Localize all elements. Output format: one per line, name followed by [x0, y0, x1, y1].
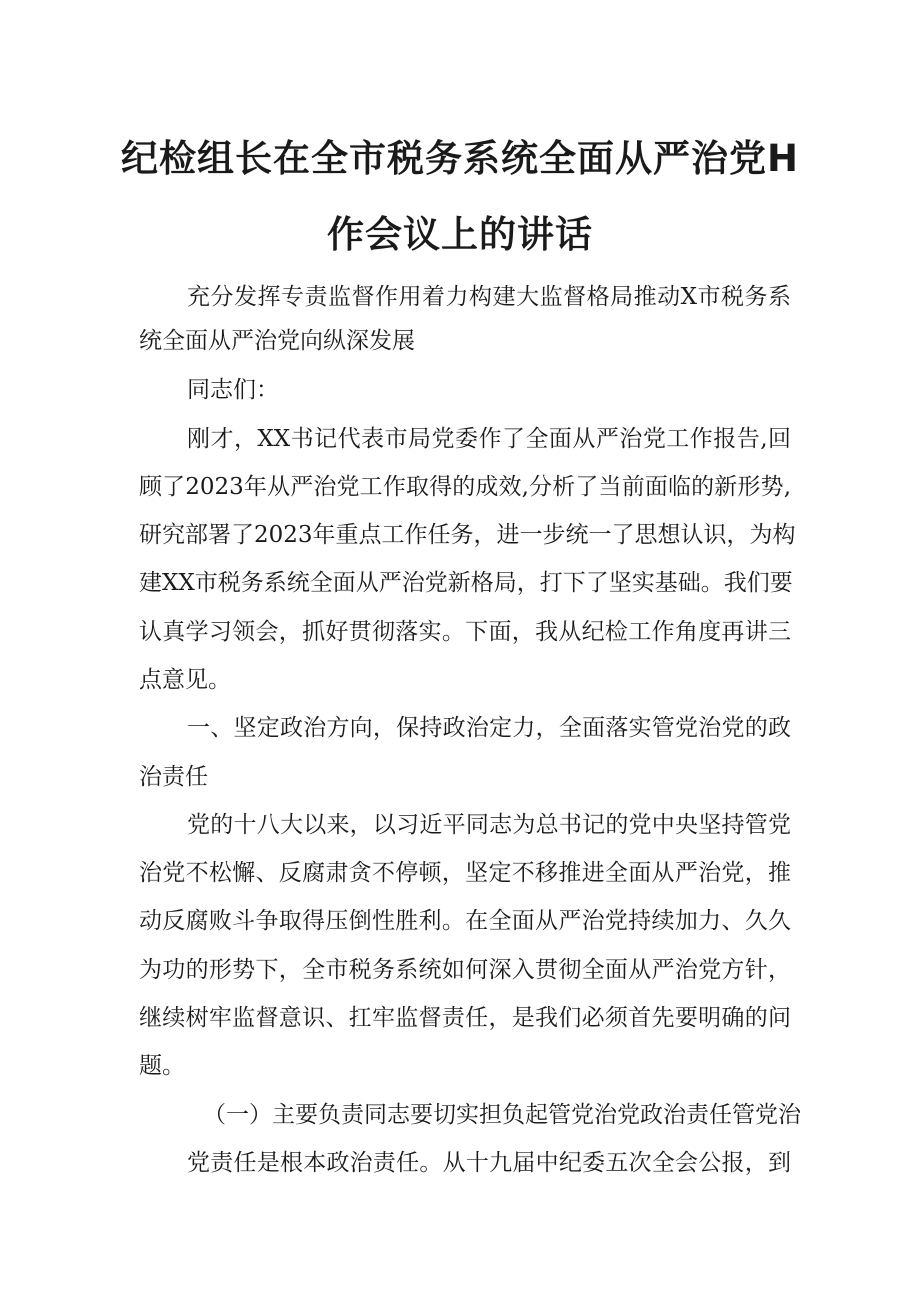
section-heading-1-line-1: 一、坚定政治方向，保持政治定力，全面落实管党治党的政	[187, 715, 791, 741]
paragraph-1-line-5: 认真学习领会，抓好贯彻落实。下面，我从纪检工作角度再讲三	[139, 619, 791, 645]
salutation: 同志们：	[187, 377, 279, 403]
paragraph-1-line-2: 顾了2023年从严治党工作取得的成效,分析了当前面临的新形势,	[139, 474, 791, 500]
section-heading-1-line-2: 治责任	[139, 764, 208, 790]
paragraph-1-line-6: 点意见。	[139, 667, 231, 693]
paragraph-2-line-2: 治党不松懈、反腐肃贪不停顿，坚定不移推进全面从严治党，推	[139, 860, 791, 886]
paragraph-2-line-1: 党的十八大以来，以习近平同志为总书记的党中央坚持管党	[187, 812, 791, 838]
subtitle-line-1: 充分发挥专责监督作用着力构建大监督格局推动X市税务系	[187, 284, 791, 310]
document-title-line-1: 纪检组长在全市税务系统全面从严治党H	[121, 137, 799, 180]
paragraph-2-line-4: 为功的形势下，全市税务系统如何深入贯彻全面从严治党方针，	[139, 957, 791, 983]
paragraph-1-line-3: 研究部署了2023年重点工作任务，进一步统一了思想认识，为构	[139, 522, 796, 548]
paragraph-1-line-4: 建XX市税务系统全面从严治党新格局，打下了坚实基础。我们要	[139, 570, 793, 596]
paragraph-2-line-5: 继续树牢监督意识、扛牢监督责任，是我们必须首先要明确的问	[139, 1005, 791, 1031]
paragraph-2-line-6: 题。	[139, 1053, 185, 1079]
sub-heading-1: （一）主要负责同志要切实担负起管党治党政治责任管党治	[203, 1102, 801, 1128]
paragraph-1-line-1: 刚才，XX书记代表市局党委作了全面从严治党工作报告,回	[187, 426, 791, 452]
subtitle-line-2: 统全面从严治党向纵深发展	[139, 328, 415, 354]
paragraph-3-line-1: 党责任是根本政治责任。从十九届中纪委五次全会公报，到	[187, 1150, 791, 1176]
paragraph-2-line-3: 动反腐败斗争取得压倒性胜利。在全面从严治党持续加力、久久	[139, 908, 791, 934]
document-title-line-2: 作会议上的讲话	[327, 213, 593, 256]
